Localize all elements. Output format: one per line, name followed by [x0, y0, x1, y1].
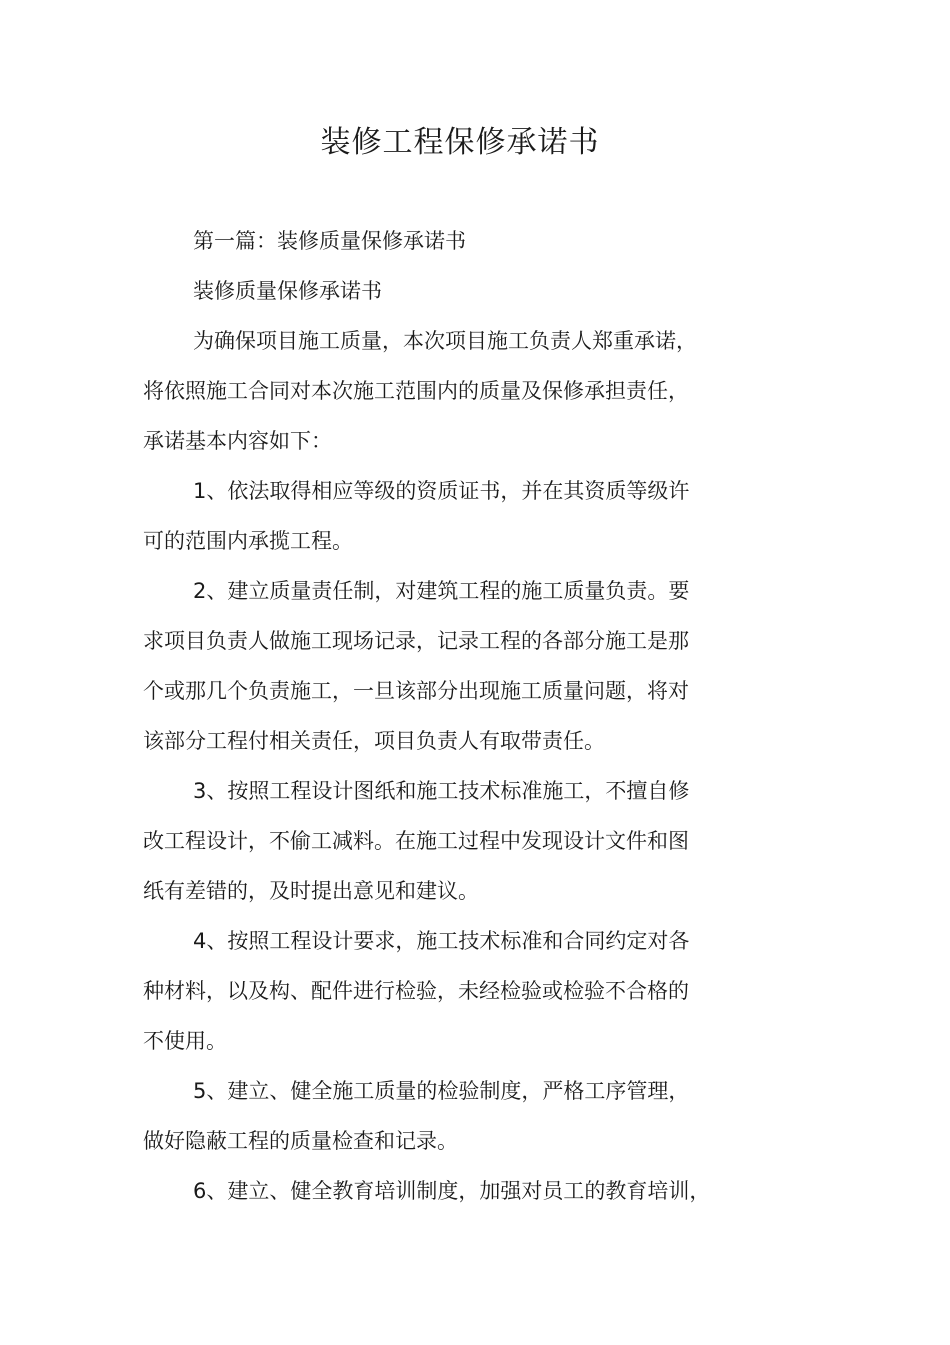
- body-line: 1、依法取得相应等级的资质证书，并在其资质等级许: [193, 479, 690, 503]
- body-line: 为确保项目施工质量，本次项目施工负责人郑重承诺，: [193, 329, 697, 353]
- body-line: 3、按照工程设计图纸和施工技术标准施工，不擅自修: [193, 779, 690, 803]
- body-line: 装修质量保修承诺书: [193, 279, 382, 303]
- body-line: 2、建立质量责任制，对建筑工程的施工质量负责。要: [193, 579, 690, 603]
- body-line: 可的范围内承揽工程。: [143, 529, 353, 553]
- body-line: 纸有差错的，及时提出意见和建议。: [143, 879, 479, 903]
- body-line: 改工程设计，不偷工减料。在施工过程中发现设计文件和图: [143, 829, 689, 853]
- body-line: 个或那几个负责施工，一旦该部分出现施工质量问题，将对: [143, 679, 689, 703]
- body-line: 第一篇：装修质量保修承诺书: [193, 229, 466, 253]
- body-line: 承诺基本内容如下：: [143, 429, 332, 453]
- body-line: 将依照施工合同对本次施工范围内的质量及保修承担责任，: [143, 379, 689, 403]
- body-line: 4、按照工程设计要求，施工技术标准和合同约定对各: [193, 929, 690, 953]
- body-line: 求项目负责人做施工现场记录，记录工程的各部分施工是那: [143, 629, 689, 653]
- body-line: 不使用。: [143, 1029, 227, 1053]
- body-line: 该部分工程付相关责任，项目负责人有取带责任。: [143, 729, 605, 753]
- body-line: 做好隐蔽工程的质量检查和记录。: [143, 1129, 458, 1153]
- body-line: 5、建立、健全施工质量的检验制度，严格工序管理，: [193, 1079, 690, 1103]
- document-body: [143, 216, 743, 1216]
- body-line: 种材料，以及构、配件进行检验，未经检验或检验不合格的: [143, 979, 689, 1003]
- document-title: 装修工程保修承诺书: [320, 125, 600, 160]
- body-line: 6、建立、健全教育培训制度，加强对员工的教育培训，: [193, 1179, 711, 1203]
